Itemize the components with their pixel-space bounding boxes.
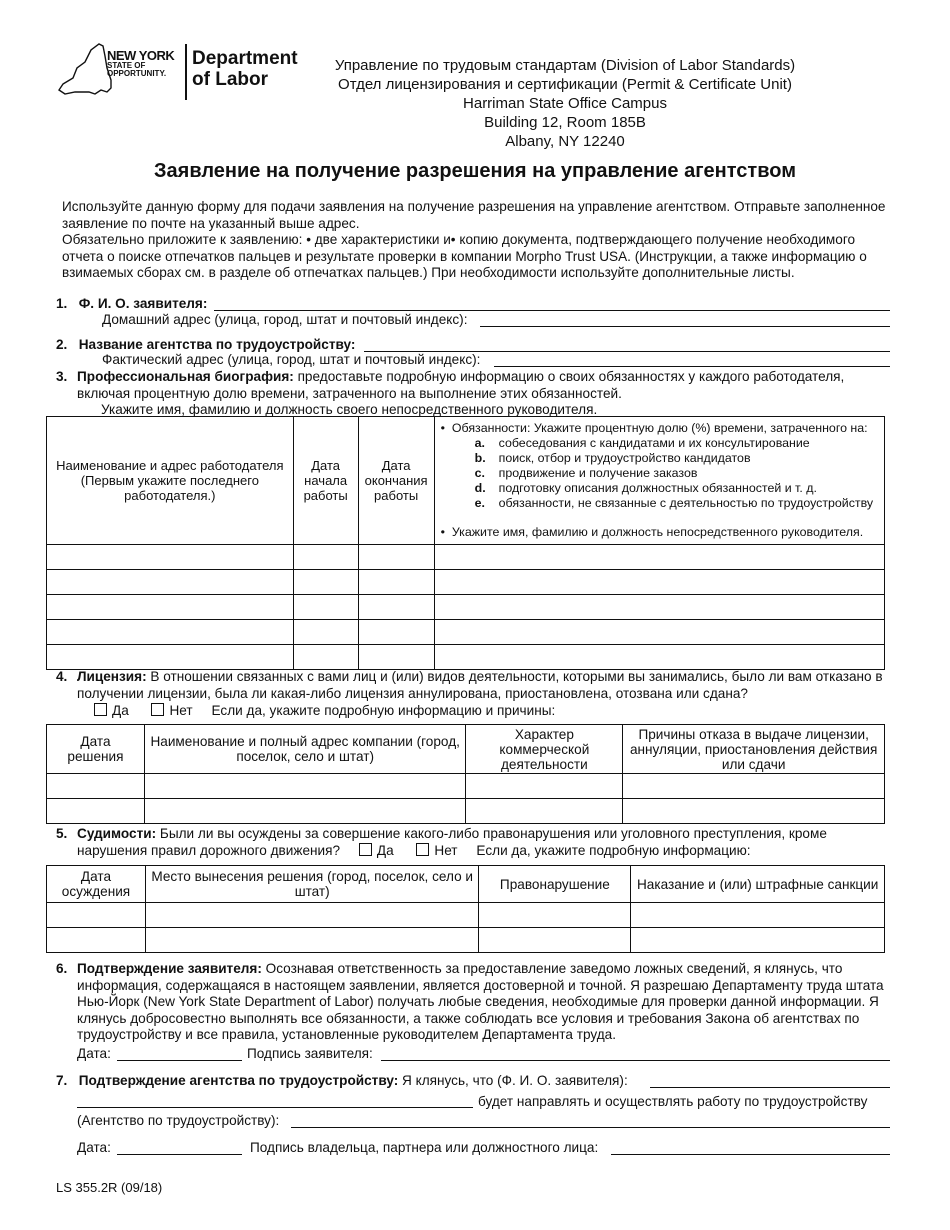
home-address-field[interactable]: [480, 326, 890, 327]
applicant-signature-field[interactable]: [381, 1060, 890, 1061]
conviction-no-checkbox[interactable]: [416, 843, 429, 856]
agency-address: Управление по трудовым стандартам (Division of Labor Standards) Отдел лицензирования и сертификации (Permit & Certificate Unit) Harriman State Office Campus Building 12, Room 185B Albany, NY 12240: [334, 57, 796, 150]
section-7-text: 7. Подтверждение агентства по трудоустройству: Я клянусь, что (Ф. И. О. заявителя):: [56, 1073, 628, 1088]
section-2-label: 2. Название агентства по трудоустройству:: [56, 337, 356, 352]
col-duties: • Обязанности: Укажите процентную долю (%) времени, затраченного на: a. собеседования с кандидатами и их консультирование b. поиск, отбор и трудоустройство кандидатов c. продвижение и получение заказов d. подготовку описания должностных обязанностей и т. д. e. обязанности, не связанные с деятельностью по трудоустройству • Укажите имя, фамилию и должность непосредственного руководителя.: [434, 417, 884, 545]
table-row[interactable]: [47, 570, 885, 595]
conviction-yes-checkbox[interactable]: [359, 843, 372, 856]
col-penalty: Наказание и (или) штрафные санкции: [631, 866, 885, 903]
date-label: Дата:: [77, 1046, 111, 1061]
owner-signature-label: Подпись владельца, партнера или должностного лица:: [250, 1140, 599, 1155]
col-start-date: Дата начала работы: [293, 417, 358, 545]
form-number: LS 355.2R (09/18): [56, 1180, 163, 1195]
license-yes-checkbox[interactable]: [94, 703, 107, 716]
col-offense: Правонарушение: [479, 866, 631, 903]
page-title: Заявление на получение разрешения на управление агентством: [154, 160, 796, 182]
col-business-type: Характер коммерческой деятельности: [466, 725, 623, 774]
agency-field[interactable]: [291, 1127, 890, 1128]
col-court-location: Место вынесения решения (город, поселок, село и штат): [145, 866, 478, 903]
table-row[interactable]: [47, 799, 885, 824]
section-3-text: 3. Профессиональная биография: предоставьте подробную информацию о своих обязанностях у каждого работодателя, включая процентную долю времени, затраченного на выполнение этих обязанностей. Укажите имя, фамилию и должность своего непосредственного руководителя.: [56, 369, 845, 417]
signature-label: Подпись заявителя:: [247, 1046, 373, 1061]
col-conviction-date: Дата осуждения: [47, 866, 146, 903]
dol-wordmark: Department of Labor: [192, 48, 298, 90]
table-row[interactable]: [47, 645, 885, 670]
col-end-date: Дата окончания работы: [358, 417, 434, 545]
ny-wordmark: NEW YORK STATE OF OPPORTUNITY.: [107, 48, 175, 78]
employment-history-table: [46, 416, 885, 670]
convictions-table: [46, 865, 885, 953]
sworn-name-field[interactable]: [650, 1087, 890, 1088]
col-employer: Наименование и адрес работодателя (Первым укажите последнего работодателя.): [47, 417, 294, 545]
section-1-label: 1. Ф. И. О. заявителя:: [56, 296, 208, 311]
license-table: [46, 724, 885, 824]
actual-address-label: Фактический адрес (улица, город, штат и почтовый индекс):: [102, 352, 481, 367]
employment-clause: будет направлять и осуществлять работу по трудоустройству: [478, 1094, 868, 1109]
license-no-checkbox[interactable]: [151, 703, 164, 716]
table-row[interactable]: [47, 595, 885, 620]
table-row[interactable]: [47, 774, 885, 799]
sworn-name-field-cont[interactable]: [77, 1107, 473, 1108]
applicant-date-field[interactable]: [117, 1060, 242, 1061]
section-6-text: 6. Подтверждение заявителя: Осознавая ответственность за предоставление заведомо ложных сведений, я клянусь, что информация, содержащаяся в настоящем заявлении, является достоверной и точной. Я разрешаю Департаменту труда штата Нью-Йорк (New York State Department of Labor) получать любые сведения, необходимые для проверки данной информации. Я клянусь добросовестно выполнять все обязанности, а также соблюдать все условия и требования Закона об агентствах по трудоустройству и все правила, установленные руководителем Департамента труда.: [56, 961, 884, 1042]
table-row[interactable]: [47, 903, 885, 928]
home-address-label: Домашний адрес (улица, город, штат и почтовый индекс):: [102, 312, 468, 327]
section-5-text: 5. Судимости: Были ли вы осуждены за совершение какого-либо правонарушения или уголовного преступления, кроме нарушения правил дорожного движения? Да Нет Если да, укажите подробную информацию:: [56, 826, 827, 858]
nys-dol-logo: [55, 42, 315, 102]
table-row[interactable]: [47, 928, 885, 953]
applicant-name-field[interactable]: [214, 310, 890, 311]
date-label: Дата:: [77, 1140, 111, 1155]
agency-label: (Агентство по трудоустройству):: [77, 1113, 280, 1128]
owner-signature-field[interactable]: [611, 1154, 890, 1155]
actual-address-field[interactable]: [494, 366, 890, 367]
col-decision-date: Дата решения: [47, 725, 145, 774]
table-row[interactable]: [47, 545, 885, 570]
agency-date-field[interactable]: [117, 1154, 242, 1155]
section-4-text: 4. Лицензия: В отношении связанных с вами лиц и (или) видов деятельности, которыми вы занимались, было ли вам отказано в получении лицензии, была ли какая-либо лицензия аннулирована, приостановлена, отозвана или сдана? Да Нет Если да, укажите подробную информацию и причины:: [56, 669, 883, 718]
table-row[interactable]: [47, 620, 885, 645]
new-york-state-outline-icon: [55, 42, 115, 100]
col-reasons: Причины отказа в выдаче лицензии, аннуляции, приостановления действия или сдачи: [623, 725, 885, 774]
instructions: Используйте данную форму для подачи заявления на получение разрешения на управление агентством. Отправьте заполненное заявление по почте на указанный выше адрес. Обязательно приложите к заявлению: • две характеристики и• копию документа, подтверждающего получение необходимого отчета о поиске отпечатков пальцев и результате проверки в компании Morpho Trust USA. (Инструкции, а также информацию о взимаемых сборах см. в разделе об отпечатках пальцев.) При необходимости используйте дополнительные листы.: [62, 199, 886, 280]
col-company: Наименование и полный адрес компании (город, поселок, село и штат): [144, 725, 466, 774]
